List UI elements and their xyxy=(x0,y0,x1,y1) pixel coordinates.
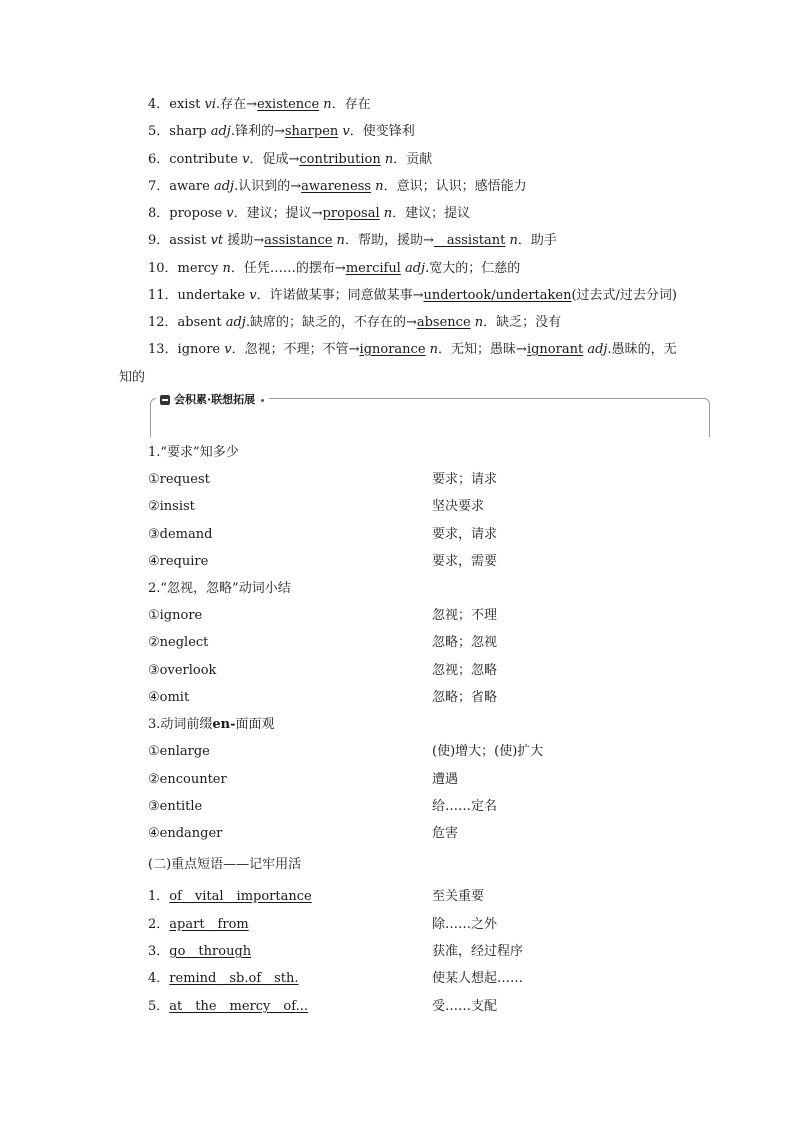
vocab-meaning: 要求，需要 xyxy=(432,554,498,569)
part-of-speech: v xyxy=(224,342,232,357)
headword: 13．ignore xyxy=(148,342,225,357)
meaning: ．建议；提议 xyxy=(392,206,471,221)
phrase-meaning: 受……支配 xyxy=(432,999,498,1014)
vocab-word: ②encounter xyxy=(148,772,227,787)
part-of-speech: n xyxy=(380,152,394,167)
headword: 5．sharp xyxy=(148,124,211,139)
headword: 9．assist xyxy=(148,233,211,248)
answer-word: __assistant xyxy=(433,233,506,248)
derivation-line xyxy=(148,287,677,305)
meaning: .缺席的；缺乏的，不存在的→ xyxy=(245,315,417,330)
phrase-answer: of__vital__importance xyxy=(169,889,312,904)
vocab-meaning: 坚决要求 xyxy=(432,499,485,514)
meaning: .存在→ xyxy=(216,97,258,112)
phrase-line xyxy=(148,943,251,961)
vocab-word: ①enlarge xyxy=(148,744,210,759)
headword: 7．aware xyxy=(148,179,214,194)
meaning: .认识到的→ xyxy=(234,179,302,194)
vocab-word: ④endanger xyxy=(148,826,223,841)
vocab-meaning: 危害 xyxy=(432,826,459,841)
phrase-line xyxy=(148,916,249,934)
part-of-speech: n xyxy=(371,179,384,194)
vocab-meaning: 忽略；忽视 xyxy=(432,635,498,650)
part-of-speech: vi xyxy=(204,97,216,112)
part-of-speech: n xyxy=(332,233,345,248)
vocab-word: ①request xyxy=(148,472,210,487)
part-of-speech: v xyxy=(249,288,257,303)
part-of-speech: adj xyxy=(400,261,426,276)
derivation-line xyxy=(148,151,432,169)
vocab-word: ②neglect xyxy=(148,635,209,650)
vocab-meaning: 忽视；不理 xyxy=(432,608,498,623)
group1-title: 1.“要求”知多少 xyxy=(148,445,239,460)
meaning: ．助手 xyxy=(517,233,557,248)
vocab-meaning: 给……定名 xyxy=(432,799,498,814)
derivation-line xyxy=(148,96,371,114)
answer-word: assistance xyxy=(264,233,333,248)
part-of-speech: n xyxy=(470,315,484,330)
phrase-line xyxy=(148,888,312,906)
tip-box-title xyxy=(156,393,269,407)
derivation-line xyxy=(148,178,527,196)
phrase-line xyxy=(148,970,299,988)
phrase-number: 3． xyxy=(148,944,170,959)
meaning: ．建议；提议→ xyxy=(233,206,323,221)
part-of-speech: n xyxy=(319,97,332,112)
phrase-number: 5． xyxy=(148,999,170,1014)
phrase-answer: go__through xyxy=(169,944,252,959)
derivation-line xyxy=(148,314,561,332)
phrase-number: 2． xyxy=(148,917,170,932)
meaning: ．帮助，援助→ xyxy=(344,233,434,248)
part-of-speech: vt xyxy=(210,233,224,248)
answer-word: sharpen xyxy=(284,124,339,139)
headword: 11．undertake xyxy=(148,288,250,303)
group3-title-bold: en- xyxy=(212,717,236,732)
meaning: ．意识；认识；感悟能力 xyxy=(383,179,527,194)
vocab-meaning: 忽视；忽略 xyxy=(432,663,498,678)
group2-title: 2.“忽视，忽略”动词小结 xyxy=(148,581,291,596)
answer-word: ignorant xyxy=(526,342,584,357)
answer-word: existence xyxy=(257,97,320,112)
vocab-meaning: (使)增大；(使)扩大 xyxy=(432,744,544,759)
note-icon xyxy=(160,395,170,405)
phrase-meaning: 至关重要 xyxy=(432,889,485,904)
part-of-speech: adj xyxy=(213,179,235,194)
phrase-number: 4． xyxy=(148,971,170,986)
group3-title-post: 面面观 xyxy=(235,717,275,732)
part-of-speech: adj xyxy=(210,124,231,139)
derivation-line xyxy=(148,260,520,278)
meaning: .愚昧的，无 xyxy=(607,342,677,357)
meaning: .锋利的→ xyxy=(230,124,285,139)
answer-word: merciful xyxy=(345,261,401,276)
meaning: ．无知；愚昧→ xyxy=(438,342,527,357)
answer-word: proposal xyxy=(322,206,380,221)
wrap-line: 知的 xyxy=(119,370,146,385)
phrase-meaning: 除……之外 xyxy=(432,917,498,932)
meaning: 援助→ xyxy=(223,233,265,248)
derivation-line xyxy=(148,205,470,223)
meaning: ．贡献 xyxy=(393,152,433,167)
vocab-word: ①ignore xyxy=(148,608,203,623)
part-of-speech: v xyxy=(338,124,350,139)
headword: 8．propose xyxy=(148,206,227,221)
vocab-meaning: 忽略；省略 xyxy=(432,690,498,705)
part-of-speech: n xyxy=(505,233,518,248)
meaning: ．许诺做某事；同意做某事→ xyxy=(256,288,424,303)
vocab-meaning: 遭遇 xyxy=(432,772,459,787)
part-of-speech: v xyxy=(226,206,234,221)
vocab-word: ②insist xyxy=(148,499,195,514)
vocab-word: ③demand xyxy=(148,527,213,542)
meaning: .宽大的；仁慈的 xyxy=(425,261,521,276)
tip-box-label: 会积累·联想拓展 xyxy=(174,393,256,406)
vocab-word: ③entitle xyxy=(148,799,203,814)
part-of-speech: adj xyxy=(225,315,246,330)
derivation-line xyxy=(148,341,677,359)
phrase-number: 1． xyxy=(148,889,170,904)
part-of-speech: n xyxy=(425,342,439,357)
group3-title xyxy=(148,716,275,734)
vocab-word: ④omit xyxy=(148,690,190,705)
meaning: ．促成→ xyxy=(249,152,300,167)
phrase-answer: remind__sb.of__sth. xyxy=(169,971,299,986)
phrase-answer: apart__from xyxy=(169,917,249,932)
part-of-speech: n xyxy=(222,261,231,276)
phrase-line xyxy=(148,998,308,1016)
vocab-word: ③overlook xyxy=(148,663,217,678)
part-of-speech: n xyxy=(379,206,393,221)
part-of-speech: adj xyxy=(583,342,608,357)
derivation-line xyxy=(148,123,415,141)
answer-word: absence xyxy=(416,315,471,330)
answer-word: contribution xyxy=(299,152,381,167)
part-of-speech: v xyxy=(242,152,250,167)
answer-word: ignorance xyxy=(359,342,426,357)
group3-title-pre: 3.动词前缀 xyxy=(148,717,213,732)
meaning: ．存在 xyxy=(331,97,371,112)
derivation-line xyxy=(148,232,557,250)
headword: 4．exist xyxy=(148,97,205,112)
meaning: (过去式/过去分词) xyxy=(571,288,678,303)
headword: 12．absent xyxy=(148,315,226,330)
section-title: (二)重点短语——记牢用活 xyxy=(148,857,302,872)
vocab-meaning: 要求；请求 xyxy=(432,472,498,487)
vocab-meaning: 要求，请求 xyxy=(432,527,498,542)
meaning: ．忽视；不理；不管→ xyxy=(231,342,360,357)
headword: 10．mercy xyxy=(148,261,223,276)
meaning: ．使变锋利 xyxy=(349,124,415,139)
headword: 6．contribute xyxy=(148,152,243,167)
vocab-word: ④require xyxy=(148,554,209,569)
meaning: ．任凭……的摆布→ xyxy=(230,261,346,276)
phrase-meaning: 获准，经过程序 xyxy=(432,944,524,959)
answer-word: awareness xyxy=(301,179,372,194)
dot-icon xyxy=(261,399,264,402)
phrase-meaning: 使某人想起…… xyxy=(432,971,524,986)
phrase-answer: at__the__mercy__of... xyxy=(169,999,308,1014)
meaning: ．缺乏；没有 xyxy=(483,315,562,330)
answer-word: undertook/undertaken xyxy=(423,288,572,303)
